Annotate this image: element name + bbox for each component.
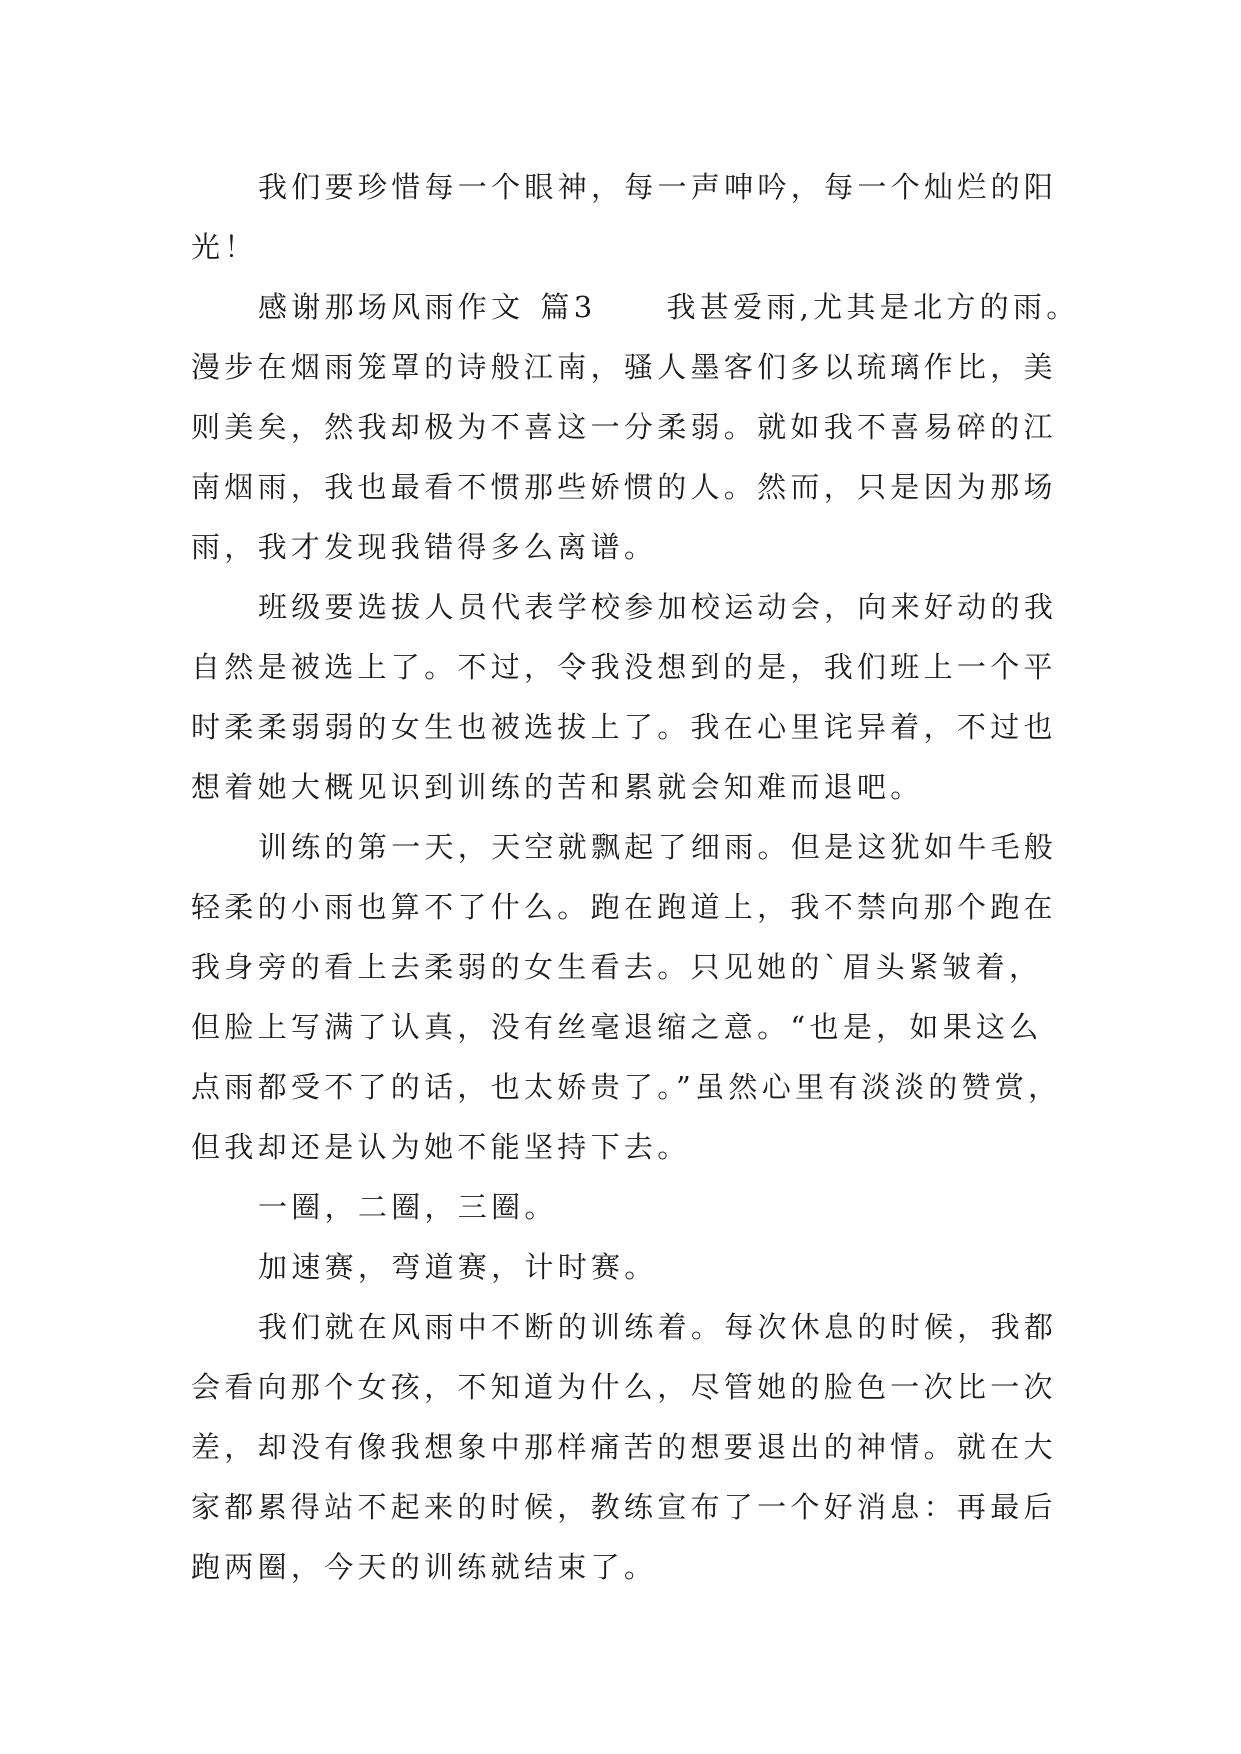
text-line: 我们就在风雨中不断的训练着。每次休息的时候，我都: [258, 1310, 1058, 1344]
text-line: 自然是被选上了。不过，令我没想到的是，我们班上一个平: [191, 650, 1057, 684]
document-body: [191, 157, 1191, 1597]
paragraph: [191, 1237, 1191, 1297]
article-title: 感谢那场风雨作文: [258, 290, 525, 324]
text-line: 会看向那个女孩，不知道为什么，尽管她的脸色一次比一次: [191, 1370, 1057, 1404]
text-line: 时柔柔弱弱的女生也被选拔上了。我在心里诧异着，不过也: [191, 710, 1057, 744]
text-line: 但脸上写满了认真，没有丝毫退缩之意。“也是，如果这么: [191, 1010, 1043, 1044]
heading-line: [191, 277, 1191, 337]
text-line: 想着她大概见识到训练的苦和累就会知难而退吧。: [191, 770, 924, 804]
paragraph: [191, 157, 1191, 277]
text-line: 南烟雨，我也最看不惯那些娇惯的人。然而，只是因为那场: [191, 470, 1057, 504]
text-line: 光！: [191, 230, 258, 264]
paragraph: [191, 817, 1191, 1177]
text-line: 家都累得站不起来的时候，教练宣布了一个好消息：再最后: [191, 1490, 1057, 1524]
text-line: 一圈，二圈，三圈。: [258, 1190, 558, 1224]
text-line: 我身旁的看上去柔弱的女生看去。只见她的`眉头紧皱着，: [191, 950, 1043, 984]
text-line: 点雨都受不了的话，也太娇贵了。”虽然心里有淡淡的赞赏，: [191, 1070, 1062, 1104]
text-line: 训练的第一天，天空就飘起了细雨。但是这犹如牛毛般: [258, 830, 1058, 864]
paragraph: [191, 277, 1191, 577]
text-line: 漫步在烟雨笼罩的诗般江南，骚人墨客们多以琉璃作比，美: [191, 350, 1057, 384]
text-line: 我甚爱雨,尤其是北方的雨。: [666, 290, 1080, 324]
text-line: 雨，我才发现我错得多么离谱。: [191, 530, 658, 564]
text-line: 加速赛，弯道赛，计时赛。: [258, 1250, 658, 1284]
text-line: 轻柔的小雨也算不了什么。跑在跑道上，我不禁向那个跑在: [191, 890, 1057, 924]
text-line: 但我却还是认为她不能坚持下去。: [191, 1130, 691, 1164]
text-line: 班级要选拔人员代表学校参加校运动会，向来好动的我: [258, 590, 1058, 624]
text-line: 我们要珍惜每一个眼神，每一声呻吟，每一个灿烂的阳: [258, 170, 1058, 204]
paragraph: [191, 1297, 1191, 1597]
text-line: 跑两圈，今天的训练就结束了。: [191, 1550, 658, 1584]
paragraph: [191, 577, 1191, 817]
paragraph: [191, 1177, 1191, 1237]
article-section-label: 篇3: [540, 290, 597, 324]
text-line: 则美矣，然我却极为不喜这一分柔弱。就如我不喜易碎的江: [191, 410, 1057, 444]
text-line: 差，却没有像我想象中那样痛苦的想要退出的神情。就在大: [191, 1430, 1057, 1464]
